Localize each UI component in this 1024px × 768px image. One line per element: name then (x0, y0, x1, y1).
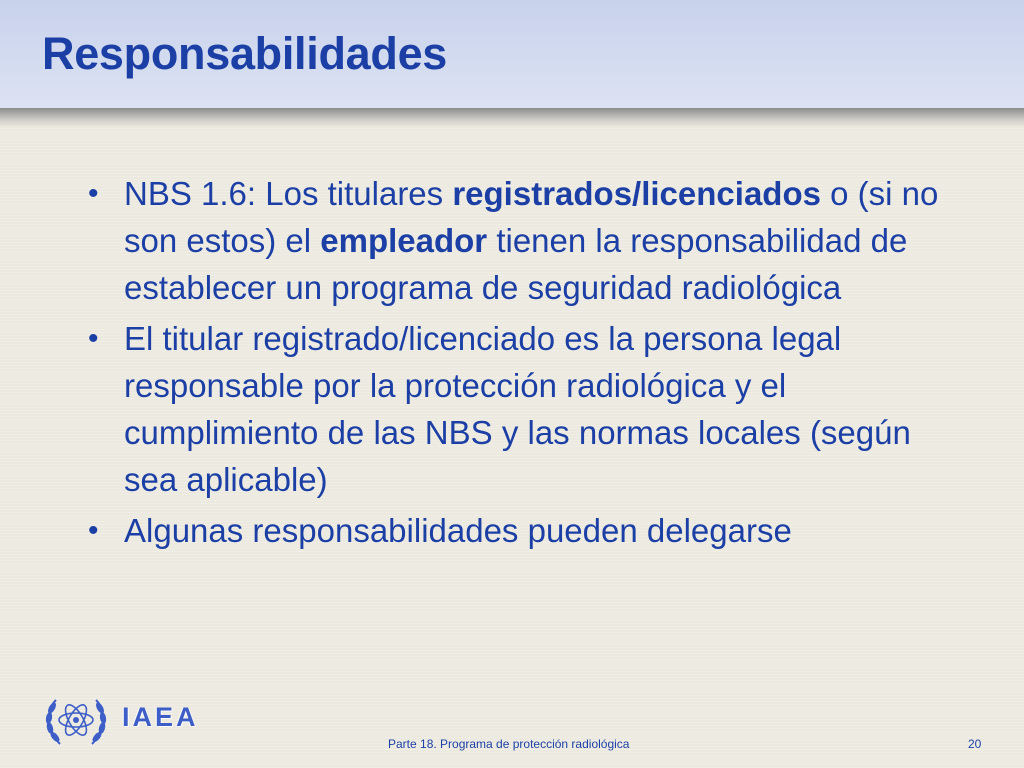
bullet-text: Algunas responsabilidades pueden delegarse (124, 512, 792, 549)
bullet-marker: • (88, 514, 99, 547)
bullet-text: o (si no son estos) el (124, 175, 939, 259)
page-number: 20 (968, 737, 982, 751)
bullet-text: tienen la responsabilidad de establecer un programa de seguridad radiológica (124, 222, 908, 306)
bullet-text: NBS 1.6: Los titulares (124, 175, 453, 212)
header-divider (0, 108, 1024, 128)
footer-caption: Parte 18. Programa de protección radiológica (388, 737, 630, 751)
bullet-text: El titular registrado/licenciado es la persona legal responsable por la protección radiológica y el cumplimiento de las NBS y las normas locales (según sea aplicable) (124, 320, 911, 498)
iaea-logo-text: IAEA (122, 702, 199, 732)
slide-title: Responsabilidades (42, 28, 448, 79)
bullet-text-bold: empleador (320, 222, 488, 259)
iaea-atom-laurel-icon (40, 688, 112, 752)
bullet-item (82, 507, 962, 554)
bullet-text-bold: registrados/licenciados (452, 175, 821, 212)
bullet-list (82, 170, 962, 558)
bullet-marker: • (88, 322, 99, 355)
bullet-marker: • (88, 177, 99, 210)
bullet-item (82, 170, 962, 311)
bullet-item (82, 315, 962, 503)
